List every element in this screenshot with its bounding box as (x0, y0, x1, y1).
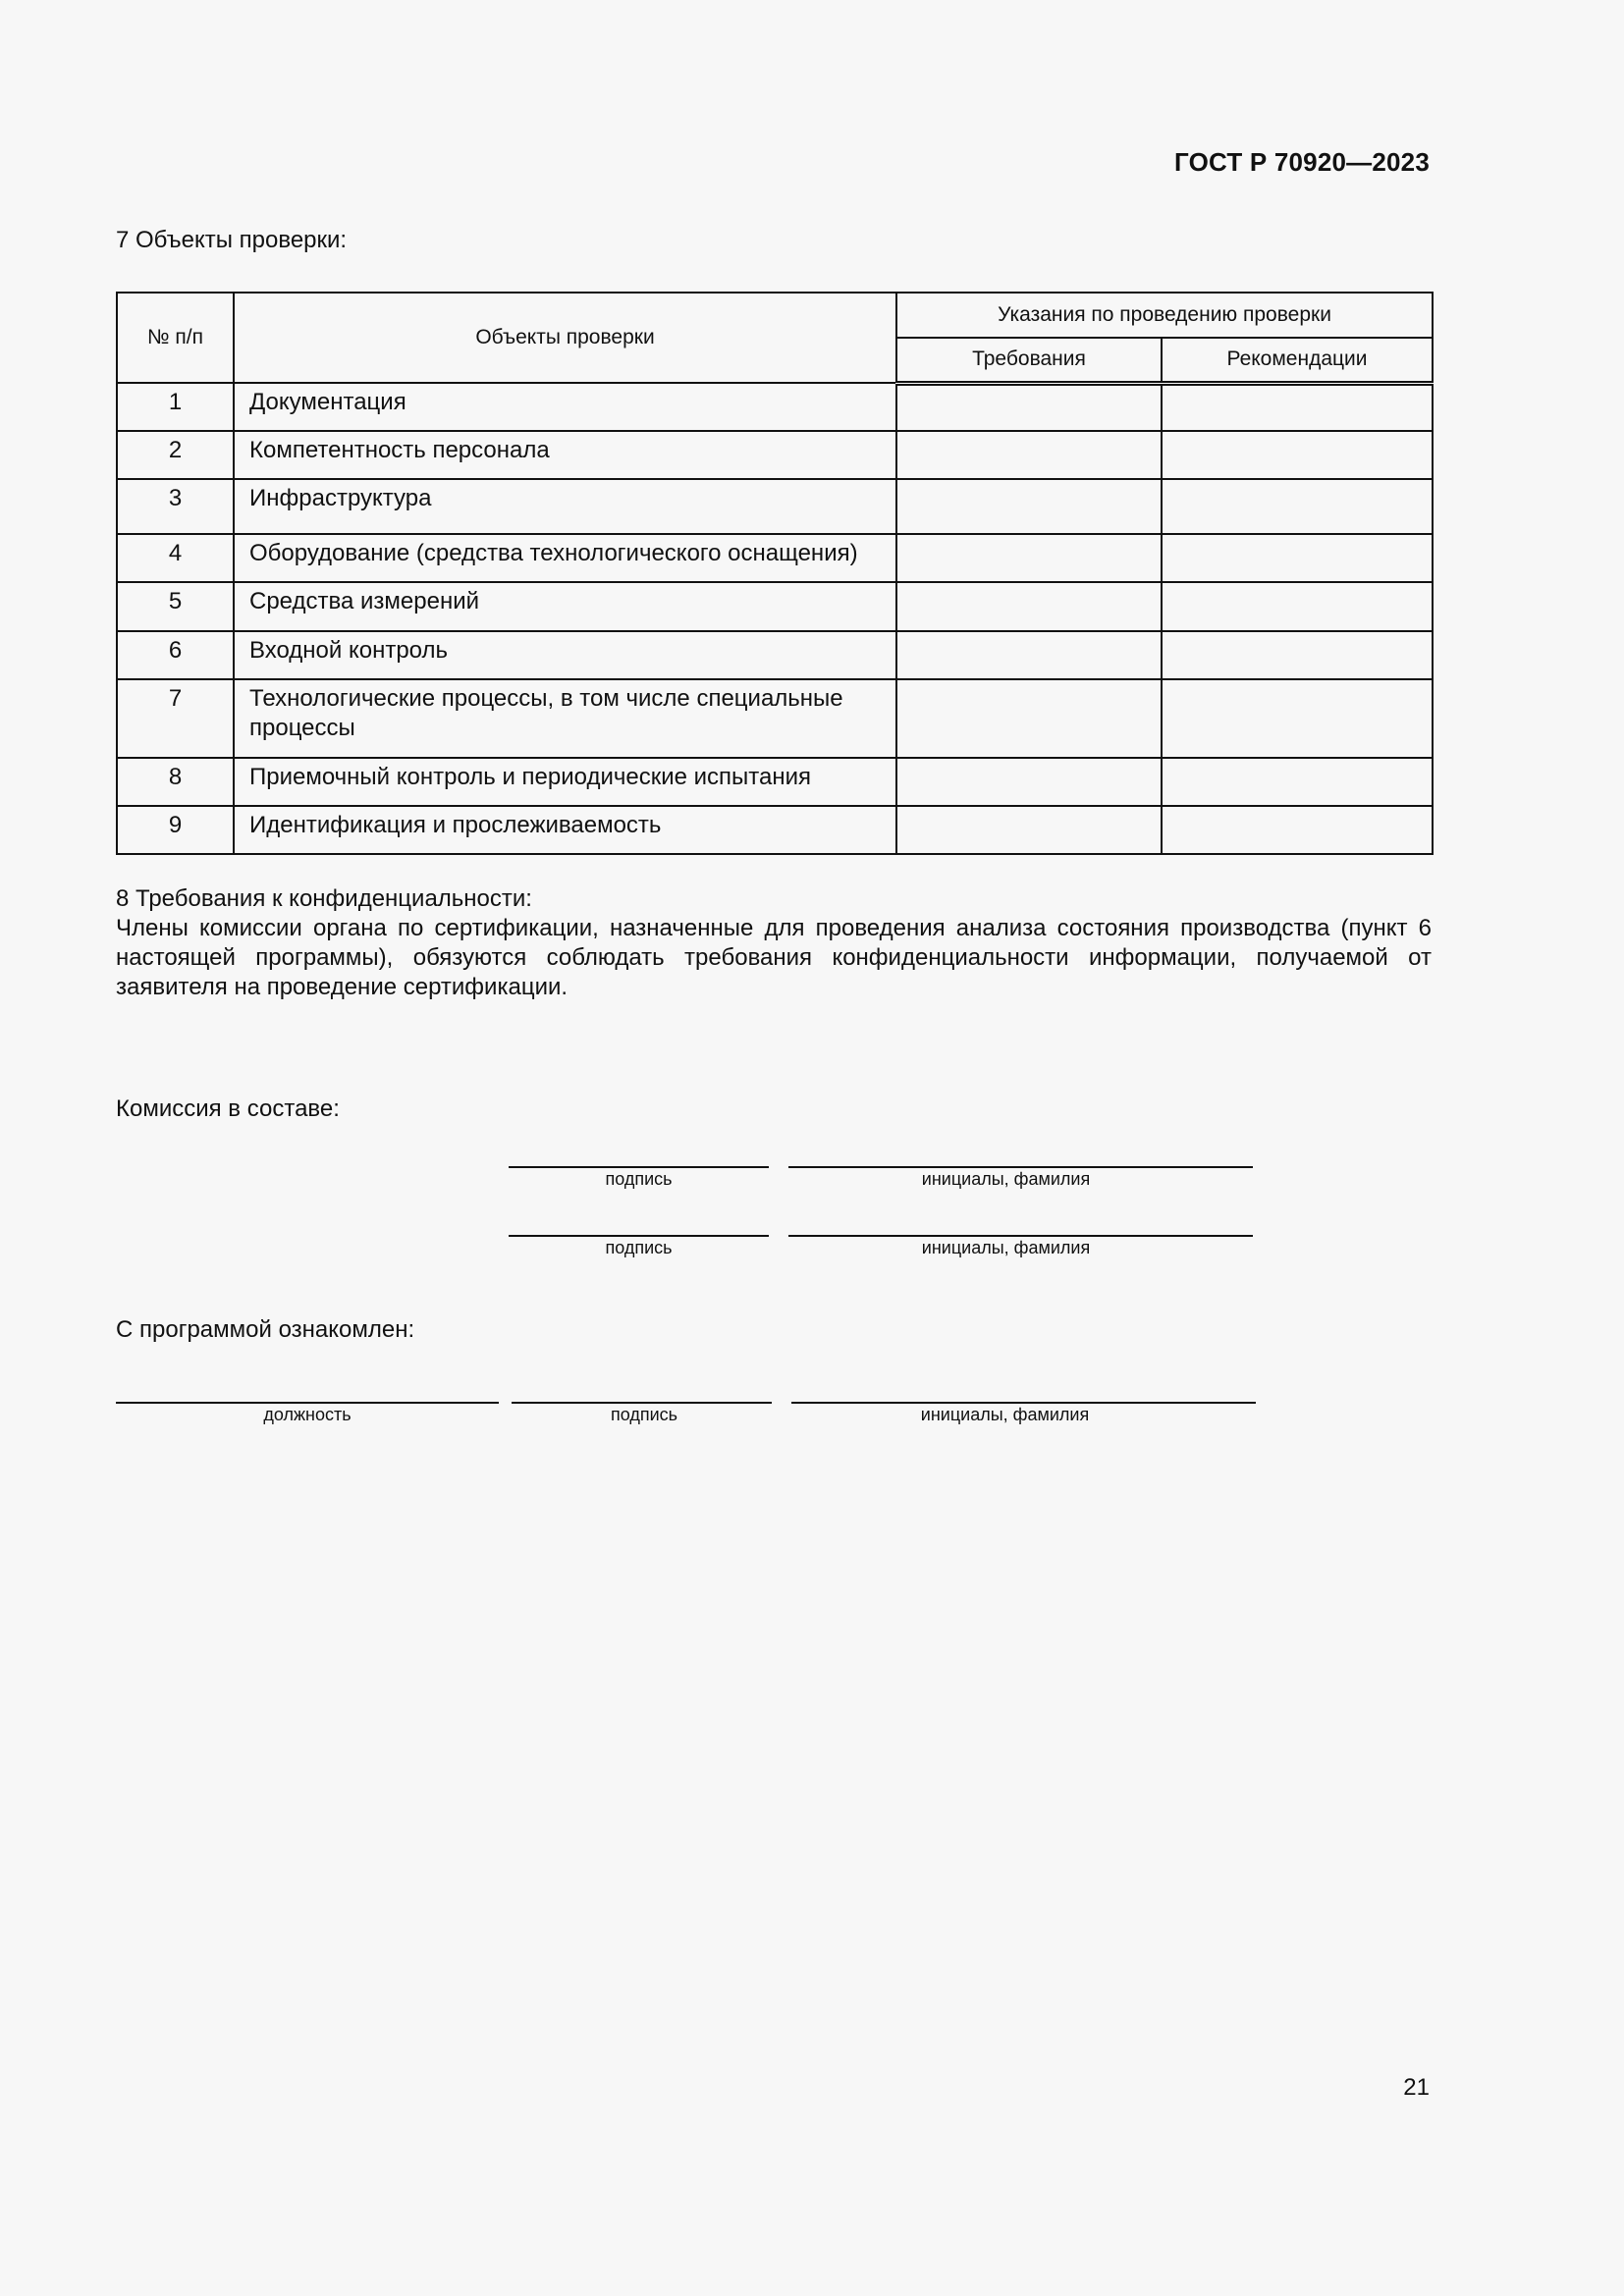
row-requirements-cell (896, 383, 1162, 431)
row-object: Приемочный контроль и периодические испытания (234, 758, 896, 806)
row-object: Оборудование (средства технологического оснащения) (234, 534, 896, 582)
row-recommendations-cell (1162, 758, 1433, 806)
column-header-recommendations: Рекомендации (1162, 338, 1433, 383)
row-recommendations-cell (1162, 806, 1433, 854)
table-row (117, 679, 1433, 758)
confidentiality-paragraph: Члены комиссии органа по сертификации, назначенные для проведения анализа состояния производства (пункт 6 настоящей программы), обязуются соблюдать требования конфиденциальности информации, получаемой от заявителя на проведение сертификации. (116, 915, 1432, 1000)
position-line (116, 1402, 499, 1404)
row-requirements-cell (896, 679, 1162, 758)
signature-caption: подпись (605, 1169, 673, 1189)
row-requirements-cell (896, 534, 1162, 582)
row-recommendations-cell (1162, 631, 1433, 679)
column-header-guidance: Указания по проведению проверки (896, 293, 1433, 338)
table-header (117, 293, 1433, 383)
table-row (117, 534, 1433, 582)
row-requirements-cell (896, 431, 1162, 479)
section-7-heading: 7 Объекты проверки: (116, 227, 348, 253)
row-number: 1 (117, 383, 234, 431)
row-number: 9 (117, 806, 234, 854)
table-row (117, 806, 1433, 854)
column-header-requirements: Требования (896, 338, 1162, 383)
row-requirements-cell (896, 582, 1162, 631)
row-number: 4 (117, 534, 234, 582)
row-requirements-cell (896, 479, 1162, 534)
page-number: 21 (1403, 2074, 1430, 2101)
table-row (117, 631, 1433, 679)
signature-line (512, 1402, 772, 1404)
table-row (117, 383, 1433, 431)
table-row (117, 431, 1433, 479)
inspection-objects-table (116, 292, 1434, 855)
signature-caption: подпись (610, 1405, 678, 1424)
row-number: 8 (117, 758, 234, 806)
row-recommendations-cell (1162, 479, 1433, 534)
row-object: Документация (234, 383, 896, 431)
row-recommendations-cell (1162, 431, 1433, 479)
row-number: 5 (117, 582, 234, 631)
row-recommendations-cell (1162, 582, 1433, 631)
table-row (117, 582, 1433, 631)
name-caption: инициалы, фамилия (920, 1405, 1090, 1424)
row-number: 3 (117, 479, 234, 534)
commission-label: Комиссия в составе: (116, 1095, 340, 1122)
name-caption: инициалы, фамилия (921, 1238, 1091, 1257)
table-row (117, 758, 1433, 806)
row-recommendations-cell (1162, 679, 1433, 758)
row-requirements-cell (896, 631, 1162, 679)
row-number: 2 (117, 431, 234, 479)
position-caption: должность (263, 1405, 352, 1424)
name-line (791, 1402, 1256, 1404)
row-object: Средства измерений (234, 582, 896, 631)
signature-caption: подпись (605, 1238, 673, 1257)
column-header-object: Объекты проверки (234, 293, 896, 383)
row-recommendations-cell (1162, 534, 1433, 582)
name-caption: инициалы, фамилия (921, 1169, 1091, 1189)
column-header-number: № п/п (117, 293, 234, 383)
row-number: 6 (117, 631, 234, 679)
row-recommendations-cell (1162, 383, 1433, 431)
table-body (117, 383, 1433, 854)
table-row (117, 479, 1433, 534)
name-line (788, 1235, 1253, 1237)
name-line (788, 1166, 1253, 1168)
document-id: ГОСТ Р 70920—2023 (1174, 147, 1430, 177)
signature-line (509, 1235, 769, 1237)
row-object: Компетентность персонала (234, 431, 896, 479)
row-object: Инфраструктура (234, 479, 896, 534)
row-requirements-cell (896, 806, 1162, 854)
row-object: Идентификация и прослеживаемость (234, 806, 896, 854)
row-object: Технологические процессы, в том числе специальные процессы (234, 679, 896, 758)
row-number: 7 (117, 679, 234, 758)
row-requirements-cell (896, 758, 1162, 806)
acknowledged-label: С программой ознакомлен: (116, 1316, 415, 1343)
signature-line (509, 1166, 769, 1168)
row-object: Входной контроль (234, 631, 896, 679)
section-8-heading: 8 Требования к конфиденциальности: (116, 885, 532, 912)
